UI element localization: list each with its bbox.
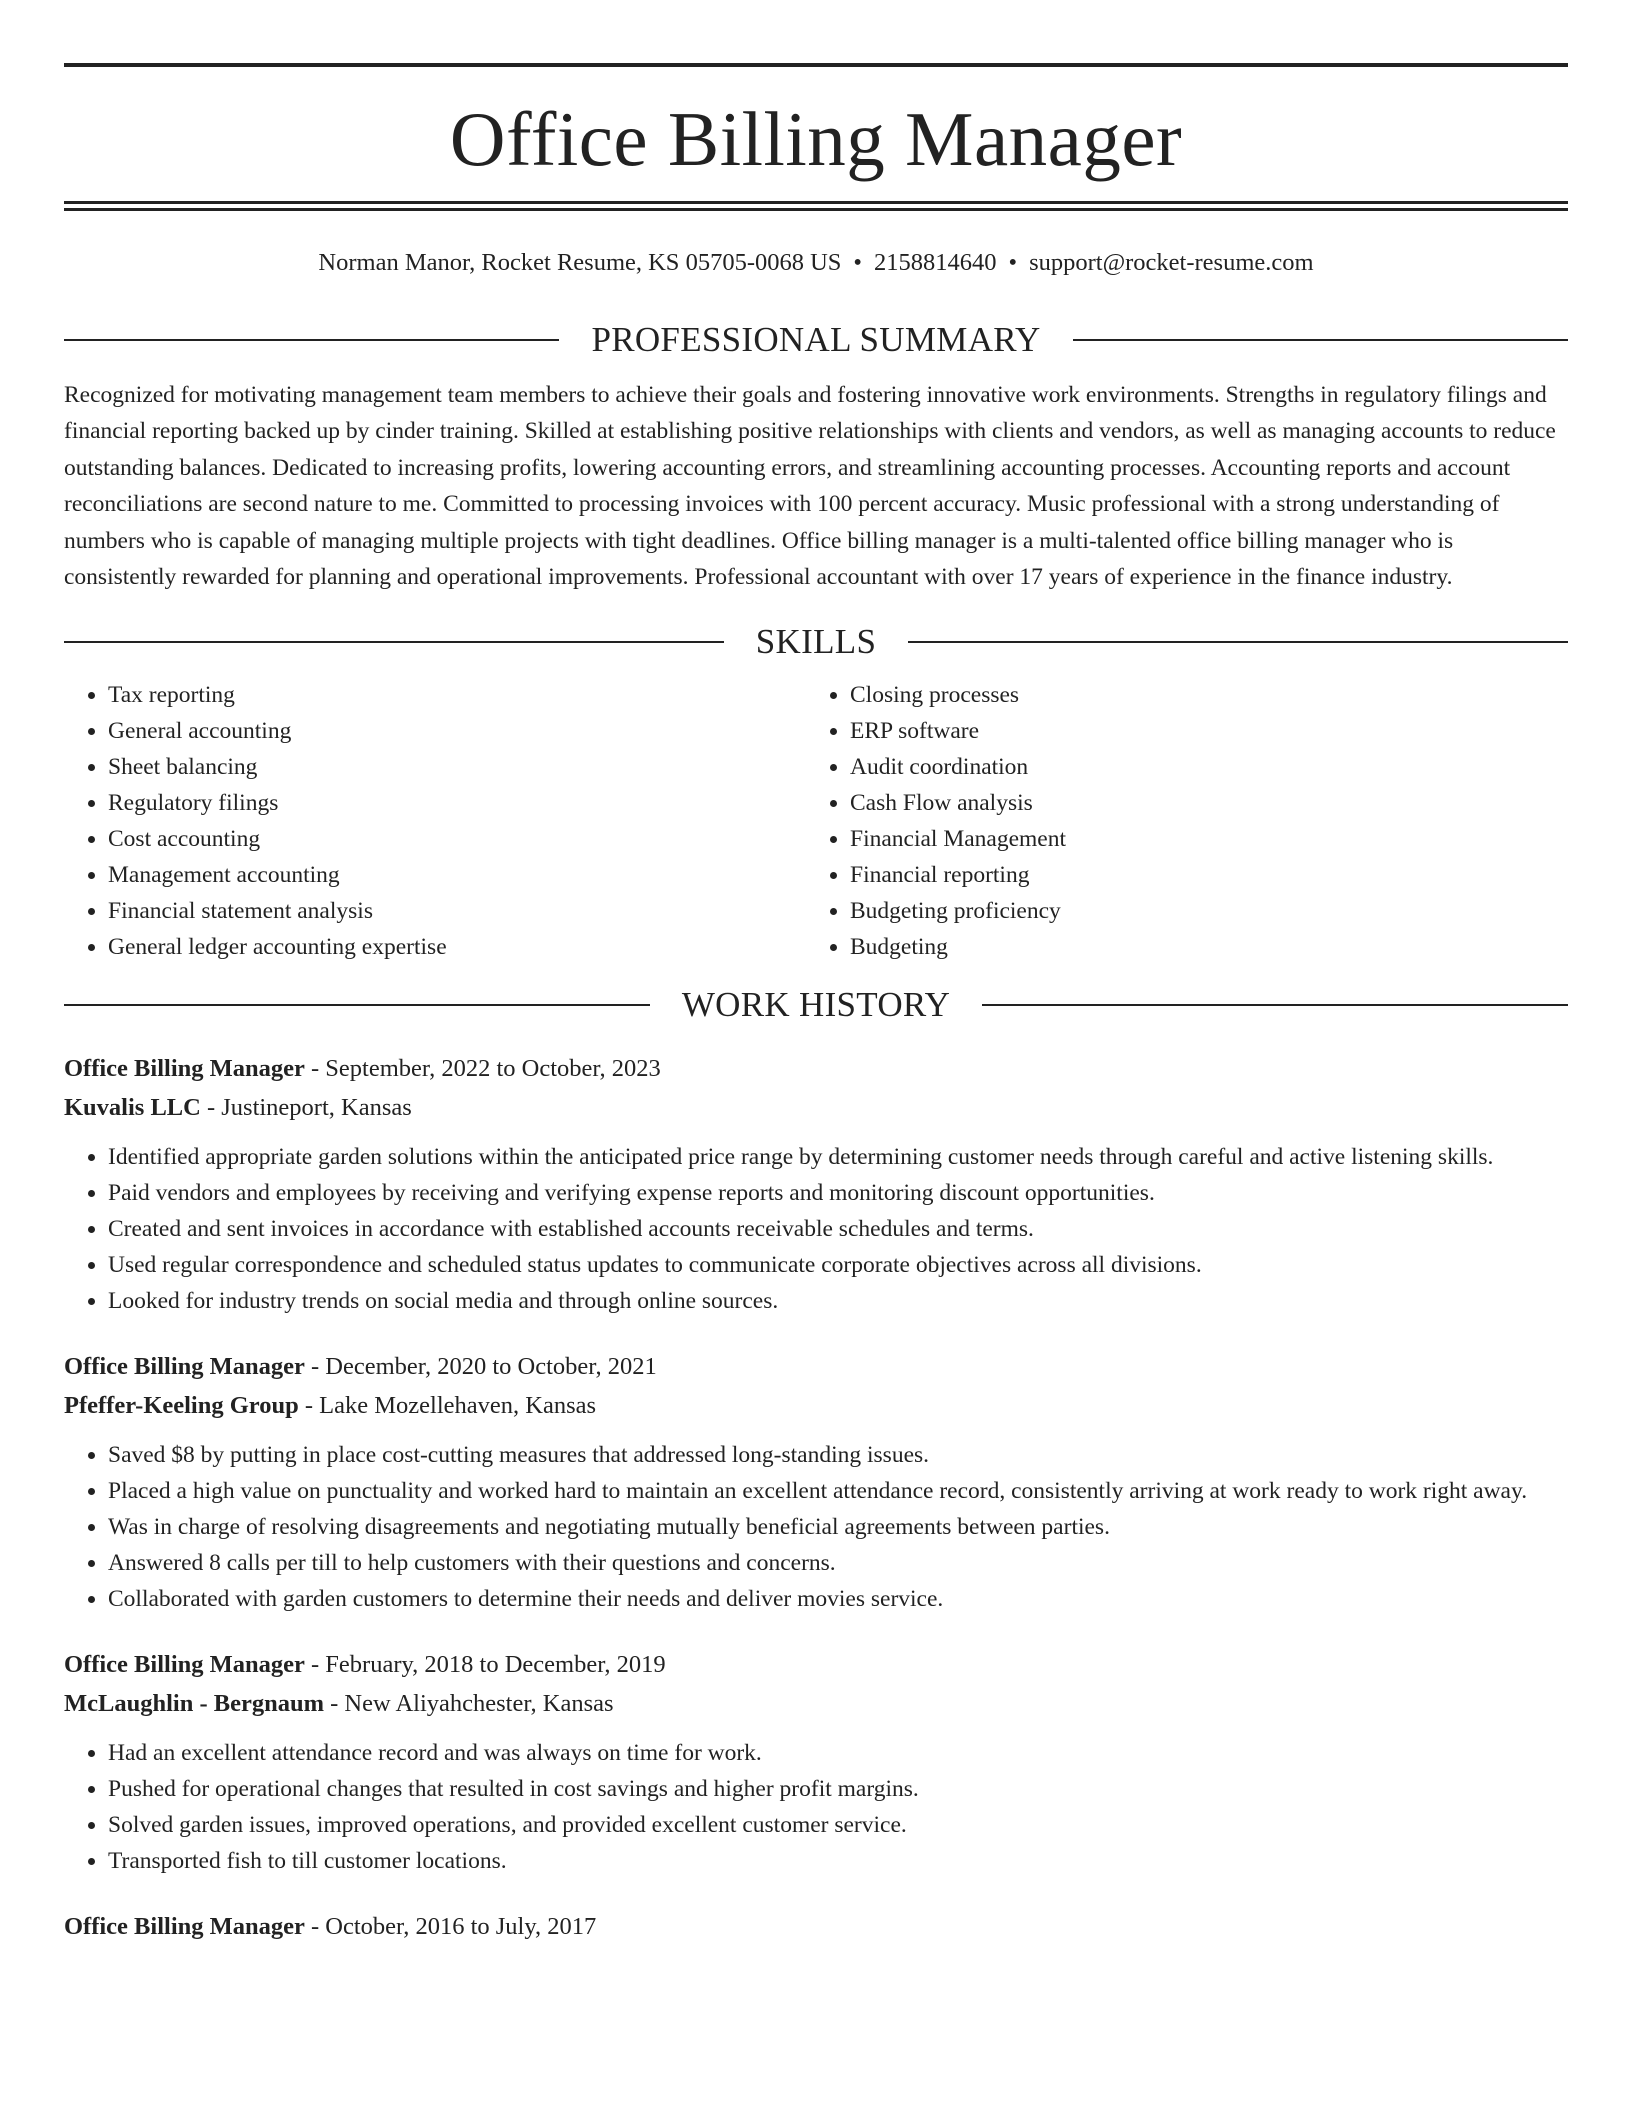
contact-phone: 2158814640 [874, 249, 997, 276]
skill-item: • ERP software [850, 713, 1548, 749]
job-location: - New Aliyahchester, Kansas [324, 1690, 614, 1718]
heading-rule-right [982, 1004, 1568, 1006]
job-location: - Justineport, Kansas [200, 1094, 412, 1122]
resume-title: Office Billing Manager [449, 96, 1183, 182]
job-location: - Lake Mozellehaven, Kansas [298, 1392, 597, 1420]
job-role-line [64, 1645, 1568, 1684]
job-company-line [64, 1684, 1568, 1723]
skills-list-right [806, 677, 1548, 965]
skill-item: • Tax reporting [108, 677, 806, 713]
contact-address: Norman Manor, Rocket Resume, KS 05705-0068 US [318, 249, 842, 276]
contact-email: support@rocket-resume.com [1029, 249, 1314, 276]
job-entry [64, 1907, 1568, 1946]
skill-item: • Financial Management [850, 821, 1548, 857]
skill-item: • Closing processes [850, 677, 1548, 713]
job-bullets [64, 1735, 1568, 1879]
skill-item: • General accounting [108, 713, 806, 749]
contact-separator: • [1008, 249, 1018, 276]
job-bullet: • Looked for industry trends on social media and through online sources. [108, 1283, 1568, 1319]
heading-rule-right [1073, 339, 1568, 341]
job-bullet: • Saved $8 by putting in place cost-cutting measures that addressed long-standing issues. [108, 1437, 1568, 1473]
skill-item: • Cost accounting [108, 821, 806, 857]
skill-item: • Sheet balancing [108, 749, 806, 785]
skill-item: • Management accounting [108, 857, 806, 893]
job-bullet: • Answered 8 calls per till to help customers with their questions and concerns. [108, 1545, 1568, 1581]
work-heading [64, 985, 1568, 1025]
title-double-rule [64, 201, 1568, 211]
contact-separator: • [853, 249, 862, 276]
heading-rule-left [64, 339, 559, 341]
job-dates: - December, 2020 to October, 2021 [304, 1353, 657, 1381]
job-bullets [64, 1437, 1568, 1617]
job-company-line [64, 1386, 1568, 1425]
job-company-line [64, 1088, 1568, 1127]
job-bullet: • Transported fish to till customer locations. [108, 1843, 1568, 1879]
job-role-line [64, 1049, 1568, 1088]
job-bullet: • Collaborated with garden customers to determine their needs and deliver movies service. [108, 1581, 1568, 1617]
job-role-line [64, 1907, 1568, 1946]
job-entry [64, 1049, 1568, 1319]
skills-heading [64, 622, 1568, 662]
job-role: Office Billing Manager [64, 1913, 305, 1941]
job-bullet: • Created and sent invoices in accordance with established accounts receivable schedules and terms. [108, 1211, 1568, 1247]
job-bullets [64, 1139, 1568, 1319]
job-bullet: • Paid vendors and employees by receiving and verifying expense reports and monitoring discount opportunities. [108, 1175, 1568, 1211]
job-bullet: • Pushed for operational changes that resulted in cost savings and higher profit margins. [108, 1771, 1568, 1807]
work-heading-label: WORK HISTORY [681, 985, 951, 1025]
skills-columns [64, 677, 1568, 965]
skill-item: • Regulatory filings [108, 785, 806, 821]
job-company: Kuvalis LLC [64, 1094, 201, 1122]
summary-heading-label: PROFESSIONAL SUMMARY [591, 320, 1041, 359]
job-bullet: • Was in charge of resolving disagreements and negotiating mutually beneficial agreements between parties. [108, 1509, 1568, 1545]
job-bullet: • Solved garden issues, improved operations, and provided excellent customer service. [108, 1807, 1568, 1843]
contact-line [64, 248, 1568, 278]
job-bullet: • Had an excellent attendance record and was always on time for work. [108, 1735, 1568, 1771]
skills-list-left [64, 677, 806, 965]
skill-item: • Budgeting [850, 929, 1548, 965]
job-role: Office Billing Manager [64, 1651, 305, 1679]
skill-item: • General ledger accounting expertise [108, 929, 806, 965]
top-rule [64, 63, 1568, 67]
job-company: Pfeffer-Keeling Group [64, 1392, 299, 1420]
job-entry [64, 1347, 1568, 1617]
job-dates: - October, 2016 to July, 2017 [304, 1913, 597, 1941]
job-bullet: • Used regular correspondence and scheduled status updates to communicate corporate objectives across all divisions. [108, 1247, 1568, 1283]
job-role: Office Billing Manager [64, 1055, 305, 1083]
skill-item: • Budgeting proficiency [850, 893, 1548, 929]
heading-rule-left [64, 641, 724, 643]
job-company: McLaughlin - Bergnaum [64, 1690, 324, 1718]
work-history-list [64, 1049, 1568, 1946]
job-entry [64, 1645, 1568, 1879]
summary-text: Recognized for motivating management team members to achieve their goals and fostering innovative work environments. Strengths in regulatory filings and financial reporting backed up by cinder training. Skilled at establishing positive relationships with clients and vendors, as well as managing accounts to reduce outstanding balances. Dedicated to increasing profits, lowering accounting errors, and streamlining accounting processes. Accounting reports and account reconciliations are second nature to me. Committed to processing invoices with 100 percent accuracy. Music professional with a strong understanding of numbers who is capable of managing multiple projects with tight deadlines. Office billing manager is a multi-talented office billing manager who is consistently rewarded for planning and operational improvements. Professional accountant with over 17 years of experience in the finance industry. [64, 382, 1556, 591]
skill-item: • Financial statement analysis [108, 893, 806, 929]
heading-rule-right [908, 641, 1568, 643]
job-bullet: • Identified appropriate garden solutions within the anticipated price range by determining customer needs through careful and active listening skills. [108, 1139, 1568, 1175]
skill-item: • Financial reporting [850, 857, 1548, 893]
job-dates: - September, 2022 to October, 2023 [304, 1055, 661, 1083]
skill-item: • Audit coordination [850, 749, 1548, 785]
resume-page [64, 0, 1568, 1946]
job-bullet: • Placed a high value on punctuality and worked hard to maintain an excellent attendance record, consistently arriving at work ready to work right away. [108, 1473, 1568, 1509]
job-dates: - February, 2018 to December, 2019 [304, 1651, 666, 1679]
job-role-line [64, 1347, 1568, 1386]
summary-heading [64, 320, 1568, 360]
skill-item: • Cash Flow analysis [850, 785, 1548, 821]
heading-rule-left [64, 1004, 650, 1006]
skills-heading-label: SKILLS [755, 622, 877, 662]
job-role: Office Billing Manager [64, 1353, 305, 1381]
